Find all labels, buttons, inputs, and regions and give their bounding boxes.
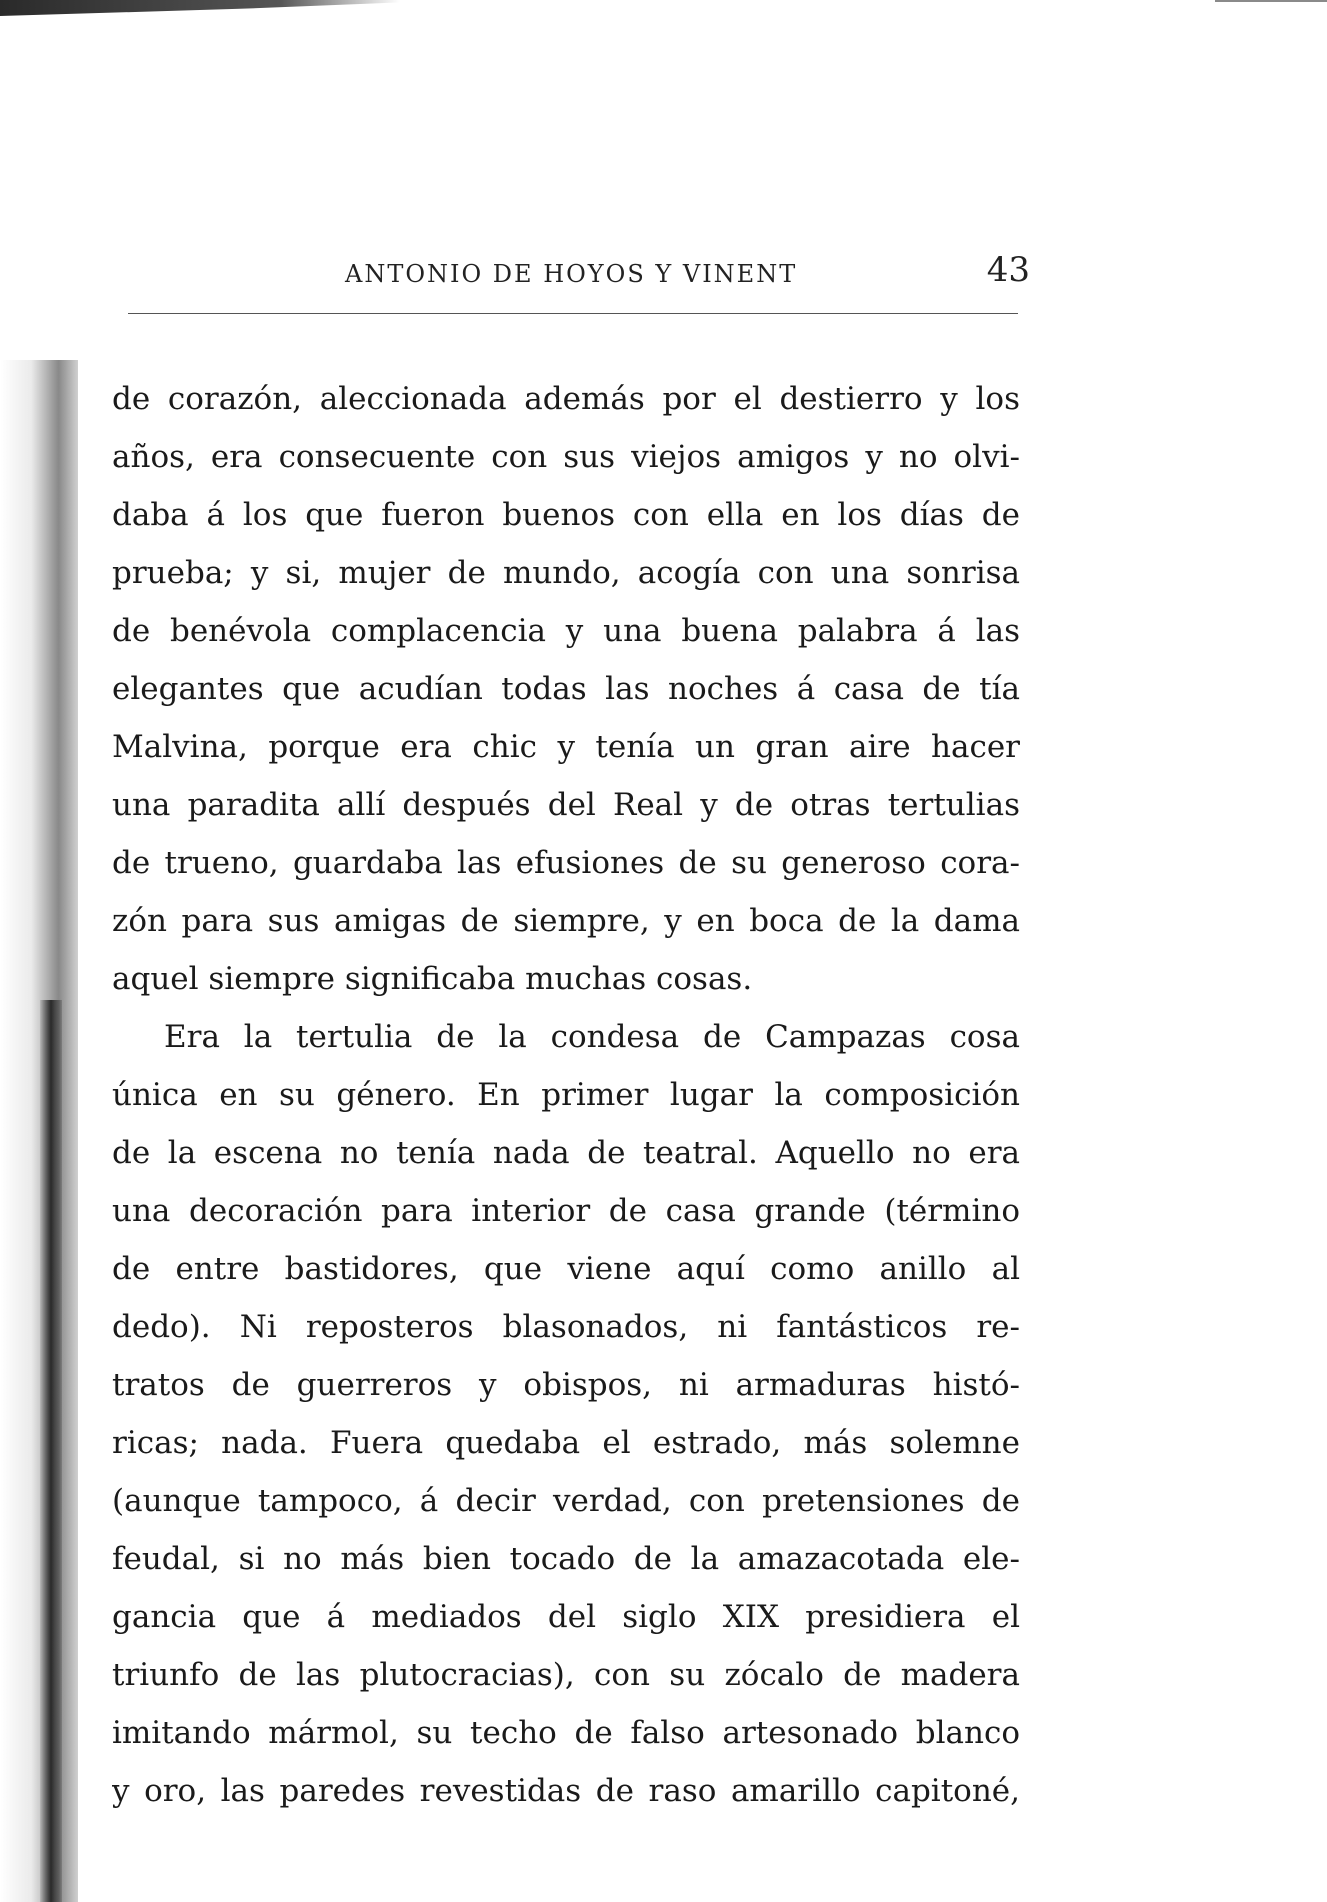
text-line: de corazón, aleccionada además por el destierro y los: [112, 381, 1020, 417]
text-line: gancia que á mediados del siglo XIX presidiera el: [112, 1599, 1020, 1635]
text-line: una paradita allí después del Real y de otras tertulias: [112, 787, 1020, 823]
text-line: de benévola complacencia y una buena palabra á las: [112, 613, 1020, 649]
running-title: ANTONIO DE HOYOS Y VINENT: [345, 260, 798, 288]
page-number: 43: [986, 250, 1030, 290]
paragraph-2: [112, 1008, 1020, 1820]
scan-edge-top-right: [1215, 0, 1327, 2]
text-line: única en su género. En primer lugar la composición: [112, 1077, 1020, 1113]
text-line: tratos de guerreros y obispos, ni armaduras histó-: [112, 1367, 1020, 1403]
scan-binding-shadow-dark: [40, 1000, 62, 1902]
header-rule: [128, 313, 1018, 314]
text-line: elegantes que acudían todas las noches á casa de tía: [112, 671, 1020, 707]
text-line: de entre bastidores, que viene aquí como anillo al: [112, 1251, 1020, 1287]
text-line: de la escena no tenía nada de teatral. Aquello no era: [112, 1135, 1020, 1171]
body-text: [112, 370, 1020, 1820]
text-line: y oro, las paredes revestidas de raso amarillo capitoné,: [112, 1773, 1020, 1809]
page-header: [110, 250, 1030, 300]
scan-binding-shadow: [0, 360, 78, 1902]
text-line: años, era consecuente con sus viejos amigos y no olvi-: [112, 439, 1020, 475]
text-line: dedo). Ni reposteros blasonados, ni fantásticos re-: [112, 1309, 1020, 1345]
paragraph-1: [112, 370, 1020, 1008]
text-line: feudal, si no más bien tocado de la amazacotada ele-: [112, 1541, 1020, 1577]
text-line: prueba; y si, mujer de mundo, acogía con una sonrisa: [112, 555, 1020, 591]
text-line: ricas; nada. Fuera quedaba el estrado, más solemne: [112, 1425, 1020, 1461]
text-line: imitando mármol, su techo de falso artesonado blanco: [112, 1715, 1020, 1751]
text-line: aquel siempre significaba muchas cosas.: [112, 961, 753, 997]
text-line: de trueno, guardaba las efusiones de su generoso cora-: [112, 845, 1020, 881]
text-line: daba á los que fueron buenos con ella en los días de: [112, 497, 1020, 533]
text-line: zón para sus amigas de siempre, y en boca de la dama: [112, 903, 1020, 939]
text-line: una decoración para interior de casa grande (término: [112, 1193, 1020, 1229]
scan-edge-top: [0, 0, 400, 16]
text-line: triunfo de las plutocracias), con su zócalo de madera: [112, 1657, 1020, 1693]
text-line: Era la tertulia de la condesa de Campazas cosa: [164, 1019, 1020, 1055]
text-line: (aunque tampoco, á decir verdad, con pretensiones de: [112, 1483, 1020, 1519]
text-line: Malvina, porque era chic y tenía un gran aire hacer: [112, 729, 1020, 765]
